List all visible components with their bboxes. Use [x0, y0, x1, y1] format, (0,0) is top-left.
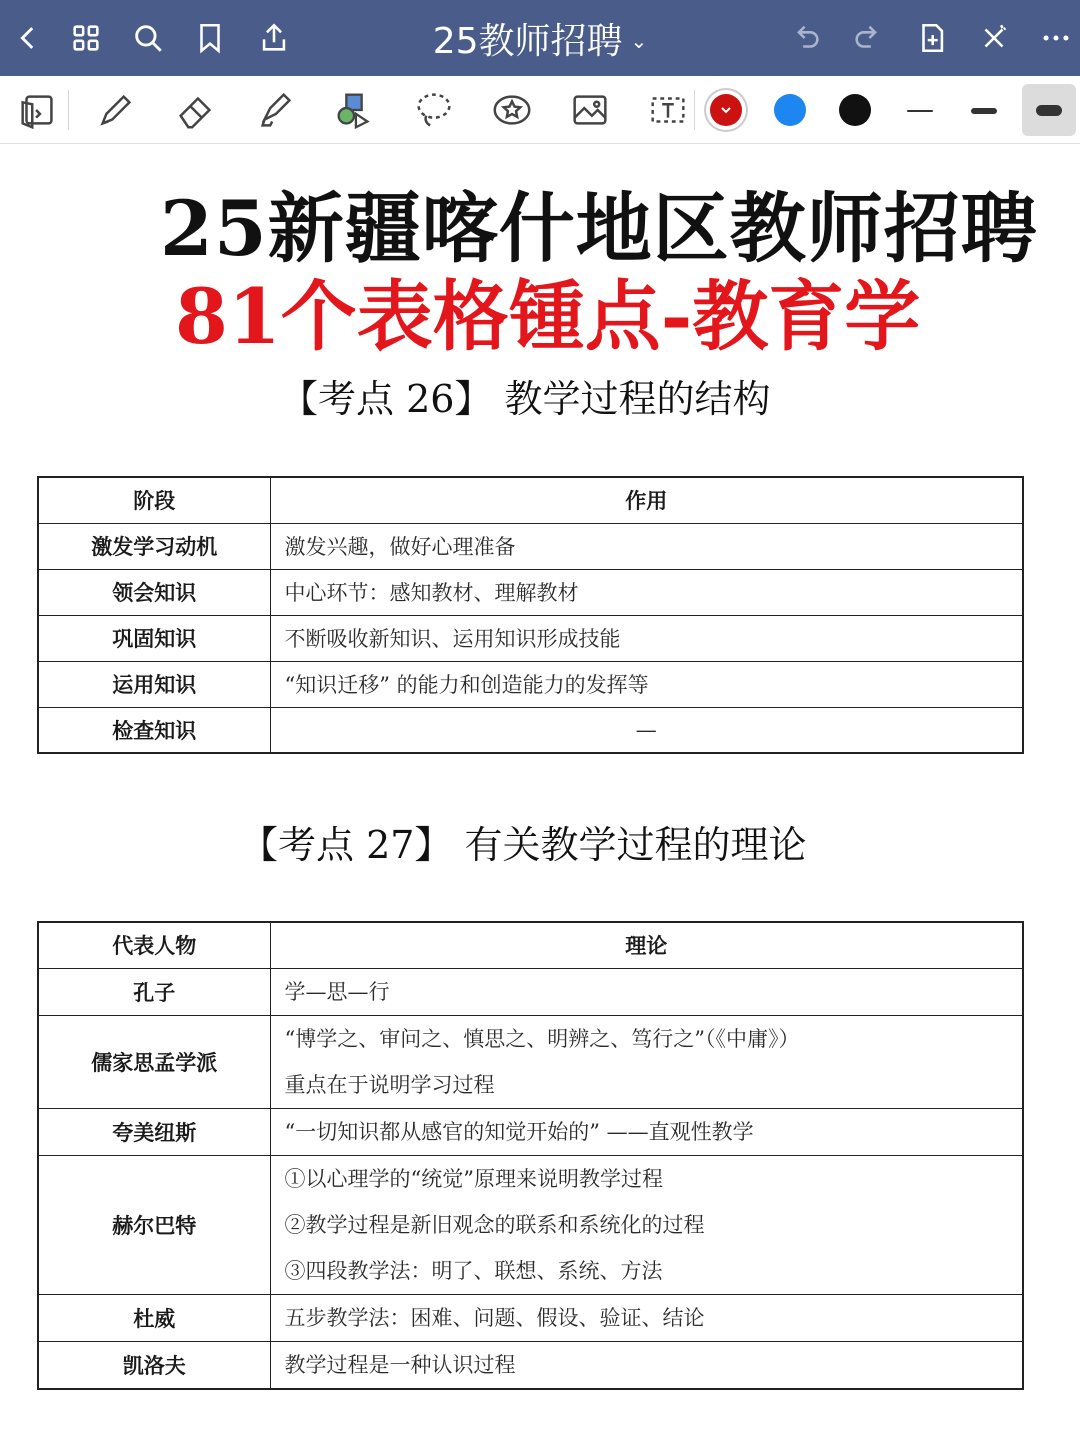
theory-cell: [270, 1294, 1023, 1341]
theory-line: “博学之、审问之、慎思之、明辨之、笃行之”（《中庸》）: [284, 1026, 800, 1051]
table-row: [38, 968, 1023, 1015]
section-heading: 【考点 26】 教学过程的结构: [280, 377, 771, 421]
stage-cell: 领会知识: [38, 569, 270, 615]
table-row: [38, 1155, 1023, 1294]
table-header-row: [38, 477, 1023, 523]
more-icon[interactable]: [1028, 0, 1080, 76]
teaching-process-theories-table: [37, 921, 1024, 1390]
document-subheading: 81个表格锺点-教育学: [175, 272, 921, 361]
color-swatch-black[interactable]: [839, 94, 871, 126]
toolbar-divider: [694, 90, 695, 130]
table-row: [38, 1108, 1023, 1155]
theory-line: “一切知识都从感官的知觉开始的” ——直观性教学: [284, 1119, 754, 1144]
column-header: 作用: [270, 477, 1023, 523]
shapes-icon[interactable]: [326, 82, 382, 138]
pen-icon[interactable]: [88, 82, 144, 138]
table-row: [38, 569, 1023, 615]
toolbar-divider: [68, 90, 69, 130]
role-cell: —: [270, 707, 1023, 753]
person-cell: 杜威: [38, 1294, 270, 1341]
drawing-toolbar: [0, 76, 1080, 144]
sticker-icon[interactable]: [484, 82, 540, 138]
stage-cell: 激发学习动机: [38, 523, 270, 569]
table-row: [38, 661, 1023, 707]
teaching-process-structure-table: [37, 476, 1024, 754]
person-cell: 夸美纽斯: [38, 1108, 270, 1155]
theory-line: 教学过程是一种认识过程: [284, 1352, 516, 1377]
table-row: [38, 523, 1023, 569]
top-bar: [0, 0, 1080, 76]
stroke-width-medium[interactable]: [954, 96, 1014, 126]
theory-line: 学—思—行: [284, 979, 390, 1004]
theory-cell: [270, 968, 1023, 1015]
close-icon[interactable]: [966, 0, 1022, 76]
role-cell: 不断吸收新知识、运用知识形成技能: [270, 615, 1023, 661]
table-row: [38, 1341, 1023, 1389]
eraser-icon[interactable]: [168, 82, 224, 138]
table-row: [38, 1015, 1023, 1108]
column-header: 阶段: [38, 477, 270, 523]
theory-cell: [270, 1155, 1023, 1294]
text-box-icon[interactable]: [640, 82, 696, 138]
stage-cell: 运用知识: [38, 661, 270, 707]
document-heading: 25新疆喀什地区教师招聘: [160, 184, 1038, 273]
back-icon[interactable]: [0, 0, 56, 76]
grid-icon[interactable]: [58, 0, 114, 76]
person-cell: 凯洛夫: [38, 1341, 270, 1389]
image-icon[interactable]: [562, 82, 618, 138]
role-cell: “知识迁移” 的能力和创造能力的发挥等: [270, 661, 1023, 707]
theory-line: ②教学过程是新旧观念的联系和系统化的过程: [284, 1212, 705, 1237]
stroke-width-thick[interactable]: [1022, 84, 1076, 136]
stage-cell: 巩固知识: [38, 615, 270, 661]
table-row: [38, 1294, 1023, 1341]
column-header: 理论: [270, 922, 1023, 968]
document-title-menu[interactable]: [340, 0, 740, 76]
document-title: 25教师招聘: [432, 20, 623, 62]
share-icon[interactable]: [246, 0, 302, 76]
chevron-down-icon: [720, 106, 732, 114]
person-cell: 儒家思孟学派: [38, 1015, 270, 1108]
theory-line: ①以心理学的“统觉”原理来说明教学过程: [284, 1166, 663, 1191]
theory-line: 五步教学法：困难、问题、假设、验证、结论: [284, 1305, 705, 1330]
read-mode-icon[interactable]: [10, 82, 66, 138]
table-header-row: [38, 922, 1023, 968]
theory-cell: [270, 1108, 1023, 1155]
color-swatch-red[interactable]: [710, 94, 742, 126]
theory-line: ③四段教学法：明了、联想、系统、方法: [284, 1258, 663, 1283]
bookmark-icon[interactable]: [182, 0, 238, 76]
table-row: [38, 707, 1023, 753]
theory-cell: [270, 1341, 1023, 1389]
redo-icon[interactable]: [840, 0, 896, 76]
undo-icon[interactable]: [778, 0, 834, 76]
theory-cell: [270, 1015, 1023, 1108]
chevron-down-icon: ⌄: [630, 29, 648, 53]
add-page-icon[interactable]: [904, 0, 960, 76]
highlighter-icon[interactable]: [248, 82, 304, 138]
table-row: [38, 615, 1023, 661]
person-cell: 赫尔巴特: [38, 1155, 270, 1294]
person-cell: 孔子: [38, 968, 270, 1015]
stage-cell: 检查知识: [38, 707, 270, 753]
role-cell: 激发兴趣，做好心理准备: [270, 523, 1023, 569]
theory-line: 重点在于说明学习过程: [284, 1072, 495, 1097]
stroke-width-thin[interactable]: [890, 96, 950, 126]
role-cell: 中心环节：感知教材、理解教材: [270, 569, 1023, 615]
column-header: 代表人物: [38, 922, 270, 968]
color-swatch-blue[interactable]: [774, 94, 806, 126]
lasso-icon[interactable]: [406, 82, 462, 138]
section-heading: 【考点 27】 有关教学过程的理论: [240, 823, 807, 867]
search-icon[interactable]: [120, 0, 176, 76]
